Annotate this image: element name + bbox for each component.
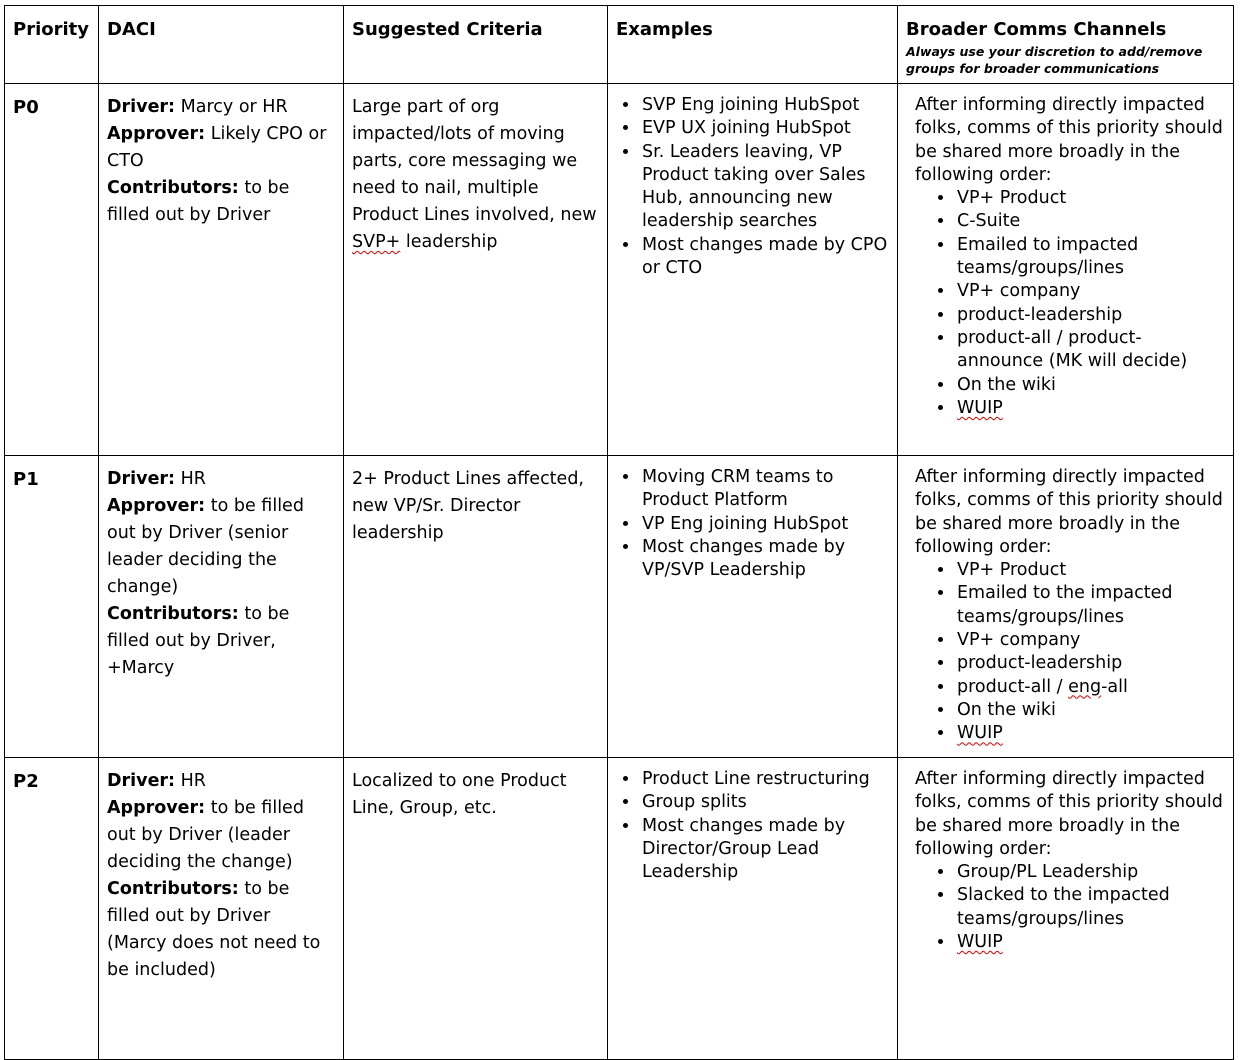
header-comms-note: Always use your discretion to add/remove groups for broader communications (906, 44, 1203, 76)
approver-value: Likely CPO or CTO (107, 124, 327, 171)
list-item: • Slacked to the impacted teams/groups/lines (955, 884, 1225, 931)
criteria-misspelled: SVP+ (352, 232, 401, 252)
comms-intro: After informing directly impacted folks, comms of this priority should be shared more broadly in the following order: (915, 467, 1223, 557)
contributors-value: to be filled out by Driver, +Marcy (107, 604, 290, 678)
product-all-text: product-all / (957, 676, 1063, 697)
list-item: • Most changes made by VP/SVP Leadership (640, 536, 889, 583)
list-item (955, 397, 1225, 420)
approver-label: Approver: (107, 798, 206, 818)
list-item: • VP+ Product (955, 559, 1225, 582)
criteria-text: Large part of org impacted/lots of moving parts, core messaging we need to nail, multiple Product Lines involved, new (352, 97, 597, 225)
list-item: • product-all / product-announce (MK will decide) (955, 327, 1225, 374)
header-comms (898, 6, 1234, 84)
driver-value: HR (180, 771, 206, 791)
criteria-cell: Localized to one Product Line, Group, etc. (344, 758, 608, 1060)
list-item: • VP+ Product (955, 187, 1225, 210)
comms-list (915, 187, 1225, 420)
list-item: • Most changes made by CPO or CTO (640, 234, 889, 281)
approver-value: to be filled out by Driver (leader deciding the change) (107, 798, 304, 872)
header-examples: Examples (608, 6, 898, 84)
approver-value: to be filled out by Driver (senior leader deciding the change) (107, 496, 304, 597)
list-item: • On the wiki (955, 374, 1225, 397)
driver-label: Driver: (107, 771, 176, 791)
list-item: • VP+ company (955, 629, 1225, 652)
driver-value: Marcy or HR (180, 97, 288, 117)
header-priority: Priority (5, 6, 99, 84)
list-item: • C-Suite (955, 210, 1225, 233)
criteria-cell (344, 84, 608, 456)
header-row (5, 6, 1234, 84)
list-item (955, 931, 1225, 954)
list-item: • Sr. Leaders leaving, VP Product taking over Sales Hub, announcing new leadership searches (640, 141, 889, 234)
header-daci: DACI (99, 6, 344, 84)
examples-list (616, 94, 889, 280)
table-row (5, 758, 1234, 1060)
all-suffix-text: -all (1101, 676, 1128, 697)
approver-label: Approver: (107, 124, 206, 144)
comms-cell (898, 758, 1234, 1060)
list-item: • Most changes made by Director/Group Lead Leadership (640, 815, 889, 885)
list-item: • Moving CRM teams to Product Platform (640, 466, 889, 513)
approver-label: Approver: (107, 496, 206, 516)
examples-list (616, 466, 889, 582)
criteria-cell: 2+ Product Lines affected, new VP/Sr. Director leadership (344, 456, 608, 758)
examples-list (616, 768, 889, 884)
comms-intro: After informing directly impacted folks, comms of this priority should be shared more broadly in the following order: (915, 95, 1223, 185)
list-item: • Emailed to the impacted teams/groups/lines (955, 582, 1225, 629)
list-item: • Emailed to impacted teams/groups/lines (955, 234, 1225, 281)
contributors-label: Contributors: (107, 604, 239, 624)
daci-table (4, 5, 1234, 1060)
examples-cell (608, 456, 898, 758)
table-row (5, 456, 1234, 758)
list-item: • Group splits (640, 791, 889, 814)
priority-cell: P0 (5, 84, 99, 456)
daci-cell (99, 758, 344, 1060)
contributors-label: Contributors: (107, 178, 239, 198)
list-item: • Product Line restructuring (640, 768, 889, 791)
priority-cell: P1 (5, 456, 99, 758)
eng-text: eng (1068, 676, 1102, 697)
list-item: • VP+ company (955, 280, 1225, 303)
header-comms-title: Broader Comms Channels (906, 19, 1167, 40)
contributors-value: to be filled out by Driver (107, 178, 290, 225)
criteria-tail: leadership (405, 232, 498, 252)
comms-cell (898, 456, 1234, 758)
list-item: • VP Eng joining HubSpot (640, 513, 889, 536)
driver-value: HR (180, 469, 206, 489)
driver-label: Driver: (107, 469, 176, 489)
wuip-text: WUIP (957, 397, 1003, 418)
comms-list (915, 559, 1225, 745)
table-row (5, 84, 1234, 456)
examples-cell (608, 758, 898, 1060)
wuip-text: WUIP (957, 723, 1003, 744)
contributors-value: to be filled out by Driver (Marcy does not need to be included) (107, 879, 321, 980)
comms-cell (898, 84, 1234, 456)
driver-label: Driver: (107, 97, 176, 117)
header-criteria: Suggested Criteria (344, 6, 608, 84)
list-item: • On the wiki (955, 699, 1225, 722)
priority-cell: P2 (5, 758, 99, 1060)
list-item (955, 722, 1225, 745)
list-item: • product-leadership (955, 304, 1225, 327)
list-item: • product-leadership (955, 652, 1225, 675)
contributors-label: Contributors: (107, 879, 239, 899)
list-item: • SVP Eng joining HubSpot (640, 94, 889, 117)
wuip-text: WUIP (957, 932, 1003, 953)
daci-cell (99, 84, 344, 456)
examples-cell (608, 84, 898, 456)
list-item: • Group/PL Leadership (955, 861, 1225, 884)
list-item (955, 676, 1225, 699)
daci-cell (99, 456, 344, 758)
comms-intro: After informing directly impacted folks, comms of this priority should be shared more broadly in the following order: (915, 769, 1223, 859)
comms-list (915, 861, 1225, 954)
list-item: • EVP UX joining HubSpot (640, 117, 889, 140)
